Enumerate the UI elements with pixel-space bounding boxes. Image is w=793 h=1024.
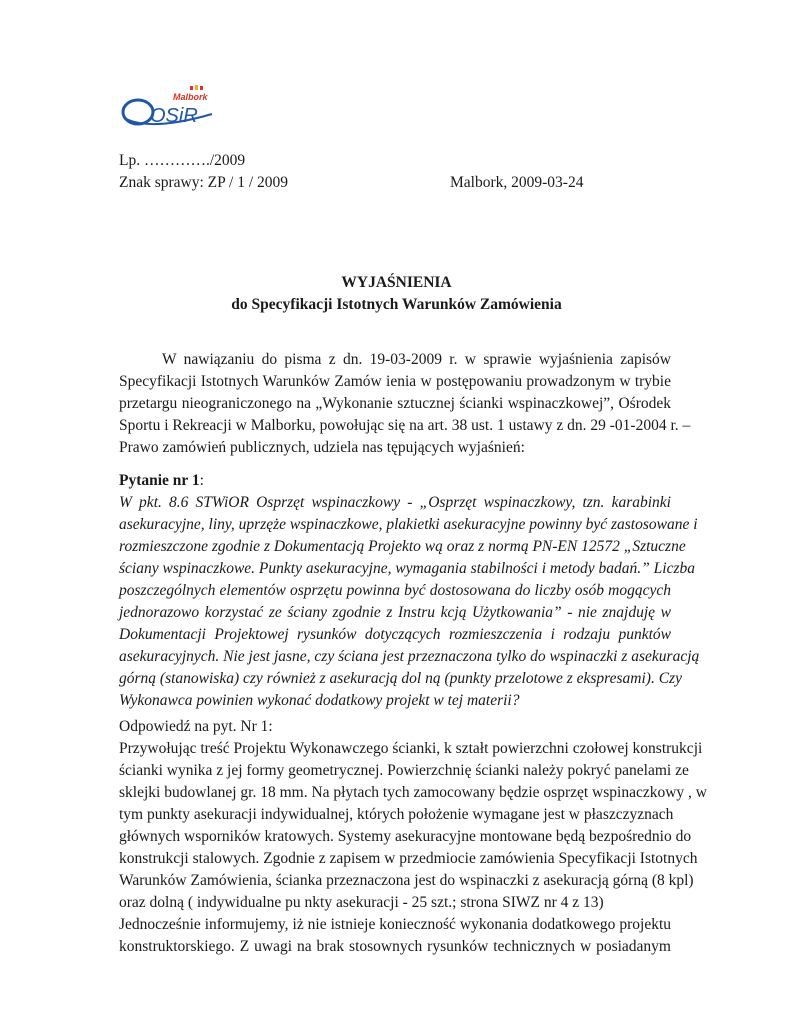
question-heading: [119, 470, 204, 492]
logo-main-text: OSiR: [150, 105, 198, 127]
question-line: jednorazowo korzystać ze ściany zgodnie z Instru kcją Użytkowania” - nie znajduję w: [119, 604, 671, 621]
question-body: [119, 492, 700, 712]
answer-line: konstrukcji stalowych. Zgodnie z zapisem w przedmiocie zamówienia Specyfikacji Istotnych: [119, 850, 698, 867]
question-line: Wykonawca powinien wykonać dodatkowy projekt w tej materii?: [119, 692, 520, 709]
question-line: Dokumentacji Projektowej rysunków dotyczących rozmieszczenia i rodzaju punktów: [119, 626, 671, 643]
answer-line: Jednocześnie informujemy, iż nie istnieje konieczność wykonania dodatkowego projektu: [119, 916, 671, 933]
place-and-date: Malbork, 2009-03-24: [450, 174, 584, 191]
question-line: asekuracyjnych. Nie jest jasne, czy ściana jest przeznaczona tylko do wspinaczki z asekuracją: [119, 648, 700, 665]
answer-body: [119, 738, 707, 958]
question-line: asekuracyjne, liny, uprzęże wspinaczkowe, plakietki asekuracyjne powinny być zastosowane i: [119, 516, 698, 533]
intro-line: Sportu i Rekreacji w Malborku, powołując się na art. 38 ust. 1 ustawy z dn. 29 -01-2004 r. –: [119, 417, 691, 434]
osir-malbork-logo: [120, 84, 216, 130]
question-line: górną (stanowiska) czy również z asekuracją dol ną (punkty przelotowe z ekspresami). Czy: [119, 670, 682, 687]
question-colon: :: [199, 472, 204, 489]
question-line: rozmieszczone zgodnie z Dokumentacją Projekto wą oraz z normą PN-EN 12572 „Sztuczne: [119, 538, 686, 555]
answer-line: oraz dolną ( indywidualne pu nkty asekuracji - 25 szt.; strona SIWZ nr 4 z 13): [119, 894, 604, 911]
question-label: Pytanie nr 1: [119, 472, 200, 489]
answer-line: głównych wsporników kratowych. Systemy asekuracyjne montowane będą bezpośrednio do: [119, 828, 692, 845]
question-line: W pkt. 8.6 STWiOR Osprzęt wspinaczkowy - „Osprzęt wspinaczkowy, tzn. karabinki: [119, 494, 671, 511]
intro-line: W nawiązaniu do pisma z dn. 19-03-2009 r. w sprawie wyjaśnienia zapisów: [162, 351, 671, 368]
intro-line: Specyfikacji Istotnych Warunków Zamów ienia w postępowaniu prowadzonym w trybie: [119, 373, 671, 390]
answer-line: Warunków Zamówienia, ścianka przeznaczona jest do wspinaczki z asekuracją górną (8 kpl): [119, 872, 694, 889]
document-number: Lp. …………./2009: [119, 152, 246, 169]
answer-line: Przywołując treść Projektu Wykonawczego ścianki, k ształt powierzchni czołowej konstrukcji: [119, 740, 703, 757]
intro-line: przetargu nieograniczonego na „Wykonanie sztucznej ścianki wspinaczkowej”, Ośrodek: [119, 395, 671, 412]
intro-line: Prawo zamówień publicznych, udziela nas tępujących wyjaśnień:: [119, 439, 525, 456]
intro-paragraph: [119, 349, 691, 459]
document-subtitle: do Specyfikacji Istotnych Warunków Zamówienia: [231, 296, 562, 313]
answer-heading: Odpowiedź na pyt. Nr 1:: [119, 718, 273, 735]
answer-line: konstruktorskiego. Z uwagi na brak stosownych rysunków technicznych w posiadanym: [119, 938, 671, 955]
castle-icon: [190, 85, 203, 90]
question-line: poszczególnych elementów osprzętu powinna być dostosowana do liczby osób mogących: [119, 582, 671, 599]
logo-small-text: Malbork: [173, 92, 208, 102]
document-title: WYJAŚNIENIA: [341, 274, 452, 291]
answer-line: ścianki wynika z jej formy geometrycznej. Powierzchnię ścianki należy pokryć panelami ze: [119, 762, 689, 779]
case-reference: Znak sprawy: ZP / 1 / 2009: [119, 174, 289, 191]
answer-line: tym punkty asekuracji indywidualnej, których położenie wymagane jest w płaszczyznach: [119, 806, 674, 823]
question-line: ściany wspinaczkowe. Punkty asekuracyjne, wymagania stabilności i metody badań.” Liczba: [119, 560, 695, 577]
answer-line: sklejki budowlanej gr. 18 mm. Na płytach tych zamocowany będzie osprzęt wspinaczkowy , w: [119, 784, 707, 801]
